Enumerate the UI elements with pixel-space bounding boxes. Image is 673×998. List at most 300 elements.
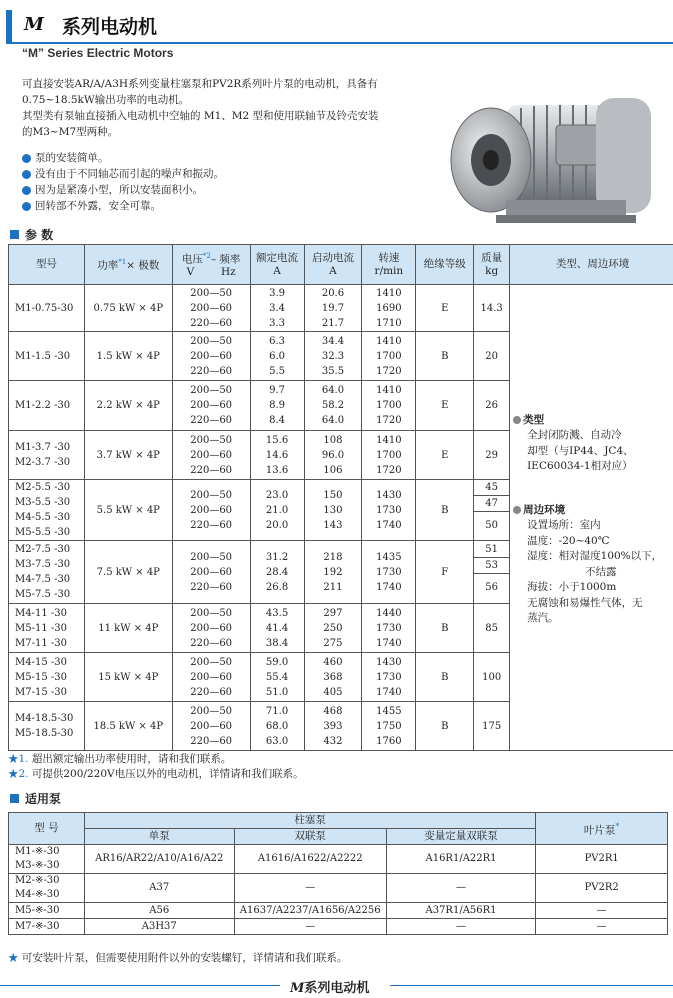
bullet-icon bbox=[22, 170, 31, 179]
header-accent-bar bbox=[6, 10, 12, 44]
cell-line: 58.2 bbox=[321, 400, 345, 411]
cell-insulation: B bbox=[416, 653, 474, 702]
cell-model bbox=[9, 874, 85, 903]
cell-mass: 14.3 bbox=[474, 285, 510, 332]
feature-list bbox=[22, 150, 224, 214]
footer-rule bbox=[390, 985, 673, 986]
cell-mass bbox=[474, 480, 510, 541]
cell-line: 1410 bbox=[376, 335, 402, 347]
env-line: 不结露 bbox=[585, 565, 617, 578]
cell-line: 1700 bbox=[376, 350, 402, 362]
cell-line: 220—60 bbox=[190, 637, 233, 649]
spec-row bbox=[9, 285, 673, 332]
cell-start bbox=[304, 480, 362, 541]
cell-rpm bbox=[362, 541, 416, 604]
motor-photo bbox=[446, 70, 666, 235]
cell-line: 220—60 bbox=[190, 686, 233, 698]
cell-volt bbox=[172, 285, 250, 332]
env-line: 设置场所：室内 bbox=[527, 519, 601, 531]
cell-rated bbox=[250, 604, 304, 653]
mass-subcell: 45 bbox=[474, 480, 509, 496]
cell-line: 200—60 bbox=[190, 720, 233, 732]
cell-line: 3.9 bbox=[269, 287, 286, 299]
cell-start bbox=[304, 381, 362, 431]
cell-line: 1740 bbox=[376, 637, 402, 649]
cell-line: 32.3 bbox=[321, 350, 345, 362]
cell-line: 200—50 bbox=[190, 434, 233, 446]
env-line: IEC60034-1相对应） bbox=[527, 460, 633, 472]
cell-var: A16R1/A22R1 bbox=[386, 845, 536, 874]
cell-line: 34.4 bbox=[321, 335, 345, 347]
cell-insulation: E bbox=[416, 285, 474, 332]
cell-single: A37 bbox=[84, 874, 234, 903]
cell-power: 0.75 kW × 4P bbox=[84, 285, 172, 332]
pump-col-vane: 叶片泵* bbox=[536, 813, 668, 845]
cell-rated bbox=[250, 332, 304, 381]
cell-line: 218 bbox=[323, 551, 343, 563]
cell-line: 63.0 bbox=[265, 735, 289, 747]
cell-rated bbox=[250, 285, 304, 332]
cell-line: M5-5.5 -30 bbox=[15, 527, 71, 538]
env-line: 湿度：相对湿度100%以下， bbox=[527, 550, 663, 562]
cell-rpm bbox=[362, 381, 416, 431]
cell-rated bbox=[250, 431, 304, 480]
cell-volt bbox=[172, 653, 250, 702]
cell-line: 64.0 bbox=[321, 385, 345, 396]
cell-line: 200—60 bbox=[190, 504, 233, 516]
cell-line: 200—50 bbox=[190, 385, 233, 396]
cell-line: M1-0.75-30 bbox=[15, 302, 74, 314]
cell-line: 20.6 bbox=[321, 287, 345, 299]
cell-line: M4-5.5 -30 bbox=[15, 512, 71, 523]
cell-model bbox=[9, 653, 85, 702]
pump-row bbox=[9, 903, 668, 919]
square-icon bbox=[10, 230, 19, 239]
env-line: 却型（与IP44、JC4、 bbox=[527, 444, 634, 457]
cell-rpm bbox=[362, 480, 416, 541]
cell-power: 1.5 kW × 4P bbox=[84, 332, 172, 381]
cell-line: M2-5.5 -30 bbox=[15, 482, 71, 493]
cell-line: 200—60 bbox=[190, 302, 233, 314]
intro-line: 0.75~18.5kW输出功率的电动机。 bbox=[22, 94, 190, 106]
cell-line: 220—60 bbox=[190, 581, 233, 593]
cell-line: 1410 bbox=[376, 287, 402, 299]
env-line: 海拔：小于1000m bbox=[527, 581, 617, 593]
pump-table bbox=[8, 812, 668, 935]
mass-subcell: 50 bbox=[485, 520, 499, 531]
cell-line: 55.4 bbox=[265, 671, 289, 683]
type-heading: 类型 bbox=[513, 413, 673, 429]
cell-line: 1760 bbox=[376, 735, 402, 747]
feature-item: 回转部不外露，安全可靠。 bbox=[22, 198, 224, 214]
cell-rpm bbox=[362, 285, 416, 332]
cell-line: 297 bbox=[323, 607, 343, 619]
spacer bbox=[513, 475, 673, 499]
cell-model bbox=[9, 381, 85, 431]
cell-line: M4-11 -30 bbox=[15, 607, 67, 619]
cell-line: 5.5 bbox=[269, 365, 286, 377]
cell-line: 3.4 bbox=[269, 302, 286, 314]
cell-line: 250 bbox=[323, 622, 343, 634]
cell-mass: 100 bbox=[474, 653, 510, 702]
cell-volt bbox=[172, 332, 250, 381]
cell-rpm bbox=[362, 332, 416, 381]
cell-line: 1430 bbox=[376, 489, 402, 501]
cell-start bbox=[304, 431, 362, 480]
cell-line: 200—60 bbox=[190, 622, 233, 634]
intro-line: 其型类有泵轴直接插入电动机中空轴的 M1、M2 型和使用联轴节及铃壳安装 bbox=[22, 110, 379, 122]
cell-line: M4-7.5 -30 bbox=[15, 574, 71, 585]
brand-logo: M bbox=[24, 14, 43, 35]
square-icon bbox=[10, 794, 19, 803]
cell-line: M5-7.5 -30 bbox=[15, 589, 71, 600]
cell-model bbox=[9, 604, 85, 653]
bullet-icon bbox=[513, 416, 521, 424]
cell-insulation: B bbox=[416, 604, 474, 653]
mass-subcell: 51 bbox=[474, 542, 509, 558]
cell-single: A56 bbox=[84, 903, 234, 919]
cell-power: 18.5 kW × 4P bbox=[84, 702, 172, 751]
env-line: 全封闭防溅、自动冷 bbox=[527, 429, 622, 441]
cell-rated bbox=[250, 381, 304, 431]
cell-vane: — bbox=[536, 903, 668, 919]
cell-line: M5-11 -30 bbox=[15, 622, 67, 634]
cell-line: M2-※-30 bbox=[15, 875, 60, 886]
cell-line: M1-2.2 -30 bbox=[15, 400, 71, 411]
cell-line: 200—50 bbox=[190, 335, 233, 347]
cell-line: 200—60 bbox=[190, 449, 233, 461]
cell-line: 21.7 bbox=[321, 317, 345, 329]
cell-mass bbox=[474, 541, 510, 604]
cell-line: 1730 bbox=[376, 566, 402, 578]
pump-col-model: 型 号 bbox=[9, 813, 85, 845]
cell-line: 1730 bbox=[376, 504, 402, 516]
cell-line: 68.0 bbox=[265, 720, 289, 732]
cell-line: 200—50 bbox=[190, 489, 233, 501]
col-power: 功率$^{*1}$× 极数 bbox=[84, 245, 172, 285]
mass-subcell: 47 bbox=[474, 496, 509, 512]
col-insulation: 绝缘等级 bbox=[416, 245, 474, 285]
bullet-icon bbox=[22, 202, 31, 211]
pump-note: ★ 可安装叶片泵，但需要使用附件以外的安装螺钉，详情请和我们联系。 bbox=[8, 952, 348, 964]
cell-line: 150 bbox=[323, 489, 343, 501]
page-subtitle: “M” Series Electric Motors bbox=[22, 46, 174, 60]
cell-line: M3-5.5 -30 bbox=[15, 497, 71, 508]
cell-line: 15.6 bbox=[265, 434, 289, 446]
spec-notes bbox=[8, 752, 304, 782]
cell-double: A1637/A2237/A1656/A2256 bbox=[234, 903, 386, 919]
cell-line: 1690 bbox=[376, 302, 402, 314]
cell-insulation: B bbox=[416, 480, 474, 541]
cell-line: 1740 bbox=[376, 519, 402, 531]
env-line: 蒸汽。 bbox=[527, 612, 559, 624]
cell-var: A37R1/A56R1 bbox=[386, 903, 536, 919]
cell-line: M1-※-30 bbox=[15, 846, 60, 857]
cell-mass: 85 bbox=[474, 604, 510, 653]
cell-line: M4-18.5-30 bbox=[15, 713, 74, 724]
mass-subcell: 56 bbox=[485, 582, 499, 593]
footer bbox=[0, 975, 673, 995]
feature-item: 因为是紧凑小型，所以安装面积小。 bbox=[22, 182, 224, 198]
cell-insulation: B bbox=[416, 702, 474, 751]
cell-model bbox=[9, 845, 85, 874]
cell-line: 21.0 bbox=[265, 504, 289, 516]
cell-line: 1730 bbox=[376, 671, 402, 683]
footer-rule bbox=[0, 985, 280, 986]
cell-insulation: F bbox=[416, 541, 474, 604]
spec-table bbox=[8, 244, 673, 751]
cell-model bbox=[9, 541, 85, 604]
cell-line: M7-※-30 bbox=[15, 920, 60, 932]
cell-line: 108 bbox=[323, 434, 343, 446]
section-title-pump: 适用泵 bbox=[10, 790, 61, 807]
cell-insulation: E bbox=[416, 381, 474, 431]
cell-line: 1720 bbox=[376, 365, 402, 377]
cell-vane: — bbox=[536, 919, 668, 935]
cell-line: M1-1.5 -30 bbox=[15, 350, 71, 362]
cell-line: 1710 bbox=[376, 317, 402, 329]
cell-rated bbox=[250, 541, 304, 604]
cell-power: 11 kW × 4P bbox=[84, 604, 172, 653]
cell-power: 2.2 kW × 4P bbox=[84, 381, 172, 431]
cell-insulation: E bbox=[416, 431, 474, 480]
cell-power: 3.7 kW × 4P bbox=[84, 431, 172, 480]
cell-line: 1455 bbox=[376, 705, 402, 717]
cell-line: 275 bbox=[323, 637, 343, 649]
cell-double: A1616/A1622/A2222 bbox=[234, 845, 386, 874]
cell-line: 1440 bbox=[376, 607, 402, 619]
cell-start bbox=[304, 285, 362, 332]
cell-type-env bbox=[510, 285, 673, 751]
cell-line: 220—60 bbox=[190, 365, 233, 377]
cell-line: M2-3.7 -30 bbox=[15, 457, 71, 468]
section-title-spec: 参 数 bbox=[10, 226, 53, 243]
cell-mass: 26 bbox=[474, 381, 510, 431]
cell-line: 393 bbox=[323, 720, 343, 732]
intro-line: 的M3~M7型两种。 bbox=[22, 126, 119, 138]
col-rated-current: 额定电流 A bbox=[250, 245, 304, 285]
cell-vane: PV2R1 bbox=[536, 845, 668, 874]
pump-col-single: 单泵 bbox=[84, 829, 234, 845]
cell-double: — bbox=[234, 874, 386, 903]
cell-line: 6.3 bbox=[269, 335, 286, 347]
cell-rated bbox=[250, 653, 304, 702]
cell-line: 200—50 bbox=[190, 656, 233, 668]
col-type-env: 类型、周边环境 bbox=[510, 245, 673, 285]
cell-volt bbox=[172, 702, 250, 751]
cell-model bbox=[9, 903, 85, 919]
cell-volt bbox=[172, 541, 250, 604]
intro-text bbox=[22, 76, 422, 140]
cell-line: M4-※-30 bbox=[15, 889, 60, 900]
cell-line: 192 bbox=[323, 566, 343, 578]
cell-line: M1-3.7 -30 bbox=[15, 442, 71, 453]
cell-line: 1435 bbox=[376, 551, 402, 563]
cell-line: 1410 bbox=[376, 434, 402, 446]
cell-line: 59.0 bbox=[265, 656, 289, 668]
cell-volt bbox=[172, 604, 250, 653]
cell-power: 5.5 kW × 4P bbox=[84, 480, 172, 541]
cell-double: — bbox=[234, 919, 386, 935]
pump-col-piston: 柱塞泵 bbox=[84, 813, 536, 829]
cell-line: 200—50 bbox=[190, 705, 233, 717]
cell-line: 14.6 bbox=[265, 449, 289, 461]
col-start-current: 启动电流 A bbox=[304, 245, 362, 285]
cell-line: 43.5 bbox=[265, 607, 289, 619]
cell-mass: 175 bbox=[474, 702, 510, 751]
col-mass: 质量 kg bbox=[474, 245, 510, 285]
cell-volt bbox=[172, 431, 250, 480]
cell-line: 220—60 bbox=[190, 464, 233, 476]
pump-row bbox=[9, 845, 668, 874]
cell-line: 23.0 bbox=[265, 489, 289, 501]
cell-rpm bbox=[362, 653, 416, 702]
cell-model bbox=[9, 919, 85, 935]
cell-line: 106 bbox=[323, 464, 343, 476]
cell-line: 468 bbox=[323, 705, 343, 717]
cell-line: 9.7 bbox=[269, 385, 286, 396]
cell-model bbox=[9, 702, 85, 751]
cell-power: 15 kW × 4P bbox=[84, 653, 172, 702]
cell-line: 1720 bbox=[376, 464, 402, 476]
col-voltage: 电压$^{*2}$– 频率 V Hz bbox=[172, 245, 250, 285]
cell-line: 6.0 bbox=[269, 350, 286, 362]
cell-line: M5-15 -30 bbox=[15, 671, 67, 683]
mass-subcell: 53 bbox=[474, 558, 509, 574]
cell-line: M3-※-30 bbox=[15, 860, 60, 871]
col-speed: 转速 r/min bbox=[362, 245, 416, 285]
cell-line: 1740 bbox=[376, 581, 402, 593]
cell-rpm bbox=[362, 431, 416, 480]
cell-line: 200—60 bbox=[190, 350, 233, 362]
intro-line: 可直接安装AR/A/A3H系列变量柱塞泵和PV2R系列叶片泵的电动机，具备有 bbox=[22, 78, 378, 90]
cell-insulation: B bbox=[416, 332, 474, 381]
cell-model bbox=[9, 480, 85, 541]
bullet-icon bbox=[22, 186, 31, 195]
feature-item: 没有由于不同轴芯而引起的噪声和振动。 bbox=[22, 166, 224, 182]
cell-start bbox=[304, 702, 362, 751]
cell-line: M5-※-30 bbox=[15, 904, 60, 916]
cell-line: 200—50 bbox=[190, 551, 233, 563]
cell-line: 19.7 bbox=[321, 302, 345, 314]
cell-mass: 29 bbox=[474, 431, 510, 480]
cell-volt bbox=[172, 480, 250, 541]
cell-line: 130 bbox=[323, 504, 343, 516]
cell-line: 143 bbox=[323, 519, 343, 531]
col-model: 型号 bbox=[9, 245, 85, 285]
bullet-icon bbox=[513, 506, 521, 514]
cell-line: 460 bbox=[323, 656, 343, 668]
footer-title: M系列电动机 bbox=[290, 981, 370, 996]
cell-line: 31.2 bbox=[265, 551, 289, 563]
cell-start bbox=[304, 541, 362, 604]
cell-line: 220—60 bbox=[190, 519, 233, 531]
cell-line: 35.5 bbox=[321, 365, 345, 377]
cell-mass: 20 bbox=[474, 332, 510, 381]
cell-vane: PV2R2 bbox=[536, 874, 668, 903]
cell-rpm bbox=[362, 604, 416, 653]
cell-line: 38.4 bbox=[265, 637, 289, 649]
pump-col-double: 双联泵 bbox=[234, 829, 386, 845]
cell-line: 1700 bbox=[376, 400, 402, 411]
cell-line: 13.6 bbox=[265, 464, 289, 476]
cell-line: 20.0 bbox=[265, 519, 289, 531]
cell-line: M2-7.5 -30 bbox=[15, 544, 71, 555]
feature-item: 泵的安装简单。 bbox=[22, 150, 224, 166]
cell-line: 200—50 bbox=[190, 607, 233, 619]
cell-single: A3H37 bbox=[84, 919, 234, 935]
cell-line: 41.4 bbox=[265, 622, 289, 634]
bullet-icon bbox=[22, 154, 31, 163]
cell-line: 26.8 bbox=[265, 581, 289, 593]
env-line: 温度：-20~40℃ bbox=[527, 534, 610, 547]
cell-line: 200—60 bbox=[190, 671, 233, 683]
cell-line: 1700 bbox=[376, 449, 402, 461]
env-heading: 周边环境 bbox=[513, 503, 673, 519]
cell-volt bbox=[172, 381, 250, 431]
cell-rated bbox=[250, 480, 304, 541]
cell-rpm bbox=[362, 702, 416, 751]
cell-line: 220—60 bbox=[190, 317, 233, 329]
pump-col-var: 变量定量双联泵 bbox=[386, 829, 536, 845]
cell-line: 8.9 bbox=[269, 400, 286, 411]
cell-start bbox=[304, 332, 362, 381]
cell-line: M7-11 -30 bbox=[15, 637, 67, 649]
cell-line: 1410 bbox=[376, 385, 402, 396]
cell-line: 368 bbox=[323, 671, 343, 683]
cell-model bbox=[9, 285, 85, 332]
note-item: ★2. 可提供200/220V电压以外的电动机，详情请和我们联系。 bbox=[8, 768, 304, 780]
cell-line: 220—60 bbox=[190, 415, 233, 426]
cell-line: 1720 bbox=[376, 415, 402, 426]
cell-line: 3.3 bbox=[269, 317, 286, 329]
cell-line: 51.0 bbox=[265, 686, 289, 698]
cell-model bbox=[9, 431, 85, 480]
cell-line: 211 bbox=[323, 581, 343, 593]
cell-line: 1740 bbox=[376, 686, 402, 698]
cell-line: 432 bbox=[323, 735, 343, 747]
note-item: ★1. 超出额定输出功率使用时，请和我们联系。 bbox=[8, 753, 232, 765]
cell-line: M3-7.5 -30 bbox=[15, 559, 71, 570]
cell-var: — bbox=[386, 919, 536, 935]
cell-model bbox=[9, 332, 85, 381]
cell-line: 1750 bbox=[376, 720, 402, 732]
cell-start bbox=[304, 653, 362, 702]
header-rule bbox=[6, 42, 673, 44]
cell-line: 200—60 bbox=[190, 400, 233, 411]
cell-line: M4-15 -30 bbox=[15, 656, 67, 668]
cell-line: 1430 bbox=[376, 656, 402, 668]
cell-single: AR16/AR22/A10/A16/A22 bbox=[84, 845, 234, 874]
cell-line: 200—60 bbox=[190, 566, 233, 578]
cell-line: 28.4 bbox=[265, 566, 289, 578]
pump-row bbox=[9, 874, 668, 903]
cell-line: M7-15 -30 bbox=[15, 686, 67, 698]
cell-line: 71.0 bbox=[265, 705, 289, 717]
env-line: 无腐蚀和易爆性气体，无 bbox=[527, 596, 643, 609]
cell-line: 96.0 bbox=[321, 449, 345, 461]
cell-line: 220—60 bbox=[190, 735, 233, 747]
page-title: 系列电动机 bbox=[62, 16, 158, 38]
cell-line: 1730 bbox=[376, 622, 402, 634]
cell-start bbox=[304, 604, 362, 653]
pump-row bbox=[9, 919, 668, 935]
cell-line: M5-18.5-30 bbox=[15, 728, 74, 739]
cell-line: 64.0 bbox=[321, 415, 345, 426]
cell-power: 7.5 kW × 4P bbox=[84, 541, 172, 604]
cell-rated bbox=[250, 702, 304, 751]
cell-line: 200—50 bbox=[190, 287, 233, 299]
